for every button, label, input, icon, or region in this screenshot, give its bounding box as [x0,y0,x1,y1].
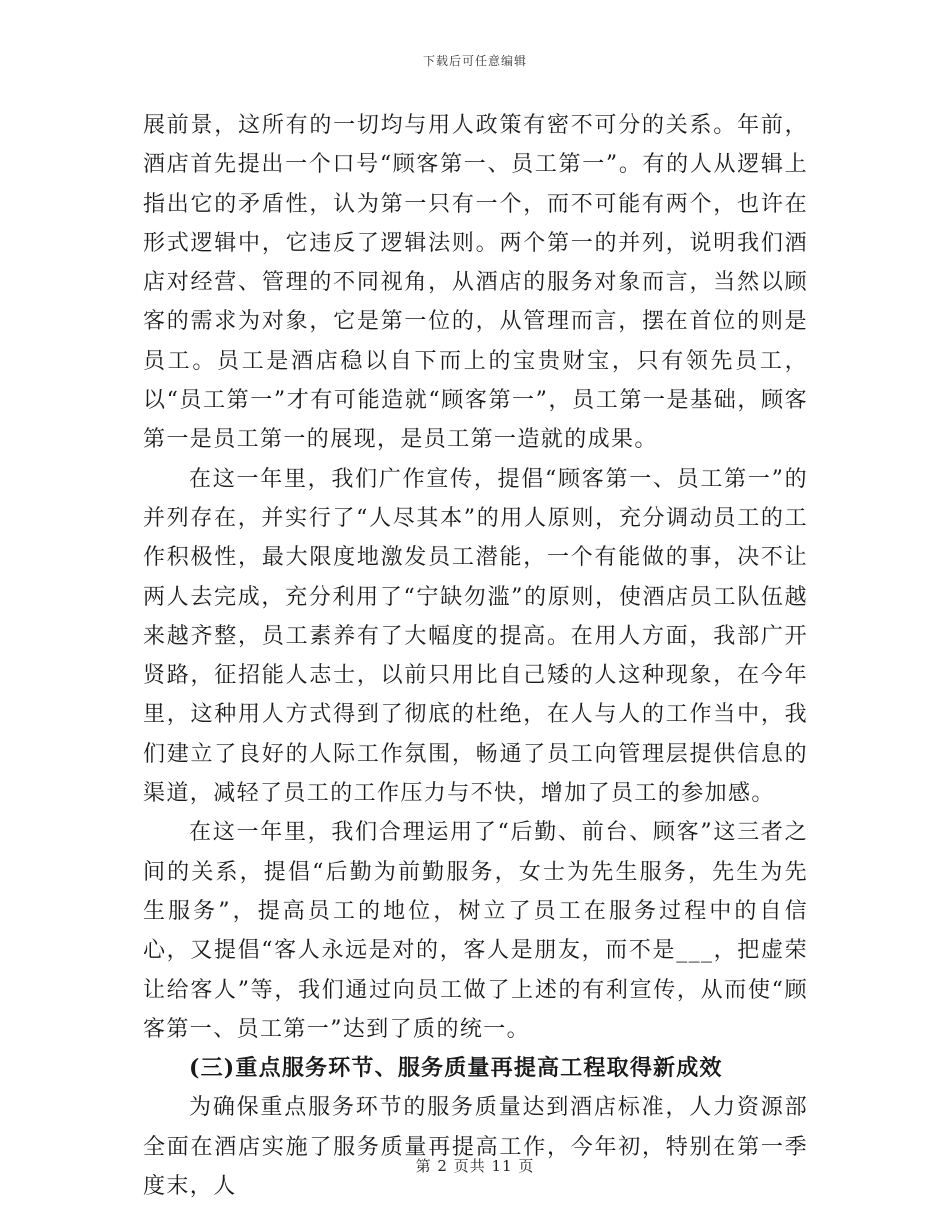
paragraph-2: 在这一年里，我们广作宣传，提倡“顾客第一、员工第一”的并列存在，并实行了“人尽其本”的用人原则，充分调动员工的工作积极性，最大限度地激发员工潜能，一个有能做的事，决不让两人去完成，充分利用了“宁缺勿滥”的原则，使酒店员工队伍越来越齐整，员工素养有了大幅度的提高。在用人方面，我部广开贤路，征招能人志士，以前只用比自己矮的人这种现象，在今年里，这种用人方式得到了彻底的杜绝，在人与人的工作当中，我们建立了良好的人际工作氛围，畅通了员工向管理层提供信息的渠道，减轻了员工的工作压力与不快，增加了员工的参加感。 [143,466,808,807]
section-heading: (三)重点服务环节、服务质量再提高工程取得新成效 [189,1055,723,1082]
paragraph-1: 展前景，这所有的一切均与用人政策有密不可分的关系。年前，酒店首先提出一个口号“顾客第一、员工第一”。有的人从逻辑上指出它的矛盾性，认为第一只有一个，而不可能有两个，也许在形式逻辑中，它违反了逻辑法则。两个第一的并列，说明我们酒店对经营、管理的不同视角，从酒店的服务对象而言，当然以顾客的需求为对象，它是第一位的，从管理而言，摆在首位的则是员工。员工是酒店稳以自下而上的宝贵财宝，只有领先员工，以“员工第一”才有可能造就“顾客第一”，员工第一是基础，顾客第一是员工第一的展现，是员工第一造就的成果。 [143,113,808,453]
document-body [143,106,808,1206]
page-number: 第 2 页共 11 页 [415,1157,535,1175]
paragraph-3: 在这一年里，我们合理运用了“后勤、前台、顾客”这三者之间的关系，提倡“后勤为前勤服务，女士为先生服务，先生为先生服务”，提高员工的地位，树立了员工在服务过程中的自信心，又提倡“客人永远是对的，客人是朋友，而不是___，把虚荣让给客人”等，我们通过向员工做了上述的有利宣传，从而使“顾客第一、员工第一”达到了质的统一。 [143,820,808,1042]
paragraph-4: 为确保重点服务环节的服务质量达到酒店标准，人力资源部全面在酒店实施了服务质量再提高工作，今年初，特别在第一季度末，人 [143,1095,808,1200]
page-header: 下载后可任意编辑 [422,54,527,68]
